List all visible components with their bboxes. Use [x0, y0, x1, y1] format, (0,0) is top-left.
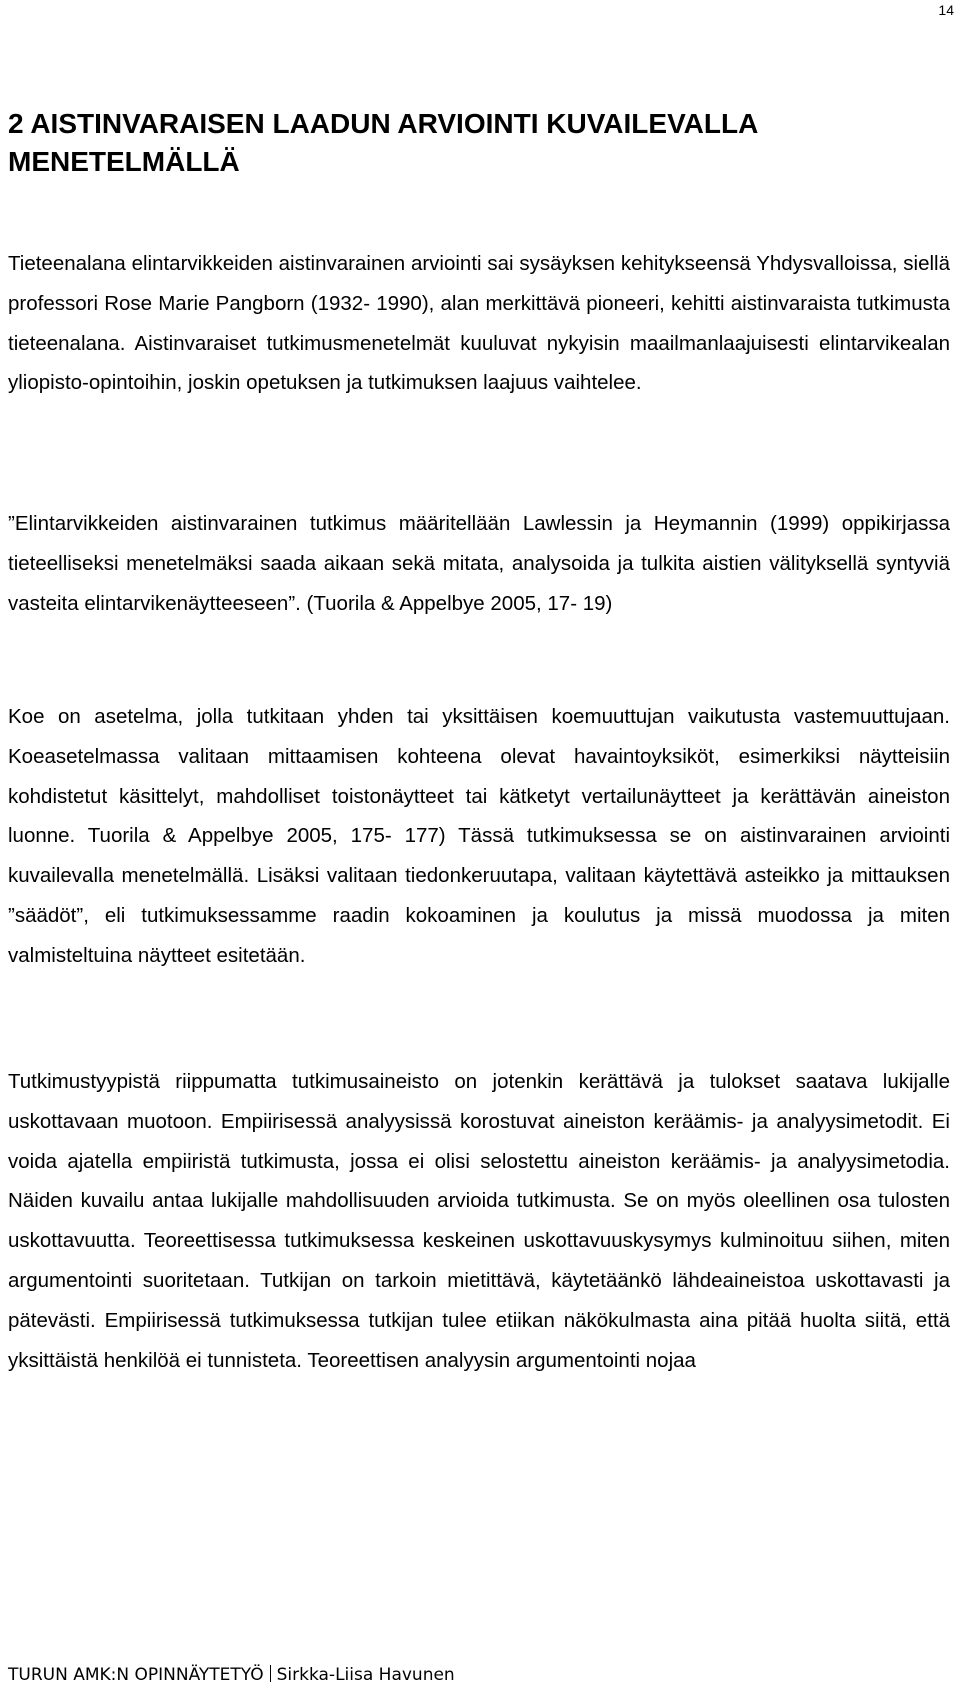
body-text-quote [8, 504, 950, 623]
footer-institution: TURUN AMK:N OPINNÄYTETYÖ [8, 1665, 264, 1685]
body-text-research-type [8, 1062, 950, 1380]
paragraph-2: ”Elintarvikkeiden aistinvarainen tutkimus määritellään Lawlessin ja Heymannin (1999) oppikirjassa tieteelliseksi menetelmäksi saada aikaan sekä mitata, analysoida ja tulkita aistien välityksellä syntyviä vasteita elintarvikenäytteeseen”. (Tuorila & Appelbye 2005, 17- 19) [8, 512, 950, 615]
paragraph-3: Koe on asetelma, jolla tutkitaan yhden tai yksittäisen koemuuttujan vaikutusta vastemuuttujaan. Koeasetelmassa valitaan mittaamisen kohteena olevat havaintoyksiköt, esimerkiksi näytteisiin kohdistetut käsittelyt, mahdolliset toistonäytteet tai kätketyt vertailunäytteet ja kerättävän aineiston luonne. Tuorila & Appelbye 2005, 175- 177) Tässä tutkimuksessa se on aistinvarainen arviointi kuvailevalla menetelmällä. Lisäksi valitaan tiedonkeruutapa, valitaan käytettävä asteikko ja mittauksen ”säädöt”, eli tutkimuksessamme raadin kokoaminen ja koulutus ja missä muodossa ja miten valmisteltuina näytteet esitetään. [8, 705, 950, 967]
footer-separator [270, 1665, 271, 1682]
page-footer [8, 1665, 455, 1685]
body-text [8, 244, 950, 403]
paragraph-4: Tutkimustyypistä riippumatta tutkimusaineisto on jotenkin kerättävä ja tulokset saatava lukijalle uskottavaan muotoon. Empiirisessä analyysissä korostuvat aineiston keräämis- ja analyysimetodit. Ei voida ajatella empiiristä tutkimusta, jossa ei olisi selostettu aineiston keräämis- ja analyysimetodia. Näiden kuvailu antaa lukijalle mahdollisuuden arvioida tutkimusta. Se on myös oleellinen osa tulosten uskottavuutta. Teoreettisessa tutkimuksessa keskeinen uskottavuuskysymys kulminoituu siihen, miten argumentointi suoritetaan. Tutkijan on tarkoin mietittävä, käytetäänkö lähdeaineistoa uskottavasti ja pätevästi. Empiirisessä tutkimuksessa tutkijan tulee etiikan näkökulmasta aina pitää huolta siitä, että yksittäistä henkilöä ei tunnisteta. Teoreettisen analyysin argumentointi nojaa [8, 1070, 950, 1372]
page-number: 14 [938, 2, 954, 18]
body-text-experiment [8, 697, 950, 976]
footer-author: Sirkka-Liisa Havunen [276, 1665, 455, 1685]
chapter-title: 2 AISTINVARAISEN LAADUN ARVIOINTI KUVAILEVALLA MENETELMÄLLÄ [8, 108, 758, 177]
paragraph-1: Tieteenalana elintarvikkeiden aistinvarainen arviointi sai sysäyksen kehitykseensä Yhdysvalloissa, siellä professori Rose Marie Pangborn (1932- 1990), alan merkittävä pioneeri, kehitti aistinvaraista tutkimusta tieteenalana. Aistinvaraiset tutkimusmenetelmät kuuluvat nykyisin maailmanlaajuisesti elintarvikealan yliopisto-opintoihin, joskin opetuksen ja tutkimuksen laajuus vaihtelee. [8, 252, 950, 395]
